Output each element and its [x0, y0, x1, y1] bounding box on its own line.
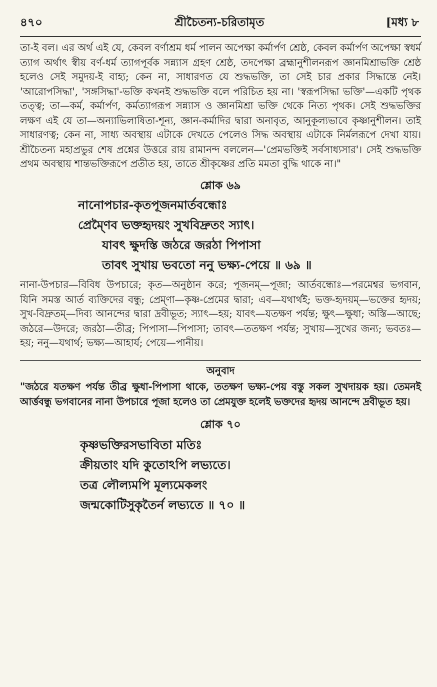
- verse-70-line-3: তত্র লৌল্যমপি মূল্যমেকলং: [80, 477, 208, 492]
- verse-70-heading: শ্লোক ৭০: [200, 418, 241, 431]
- verse-69-line-3: যাবৎ ক্ষুদস্তি জঠরে জরঠা পিপাসা: [102, 238, 261, 252]
- verse-69-heading: শ্লোক ৬৯: [200, 178, 241, 192]
- verse-69-line-2: প্রেম্ণৈব ভক্তহৃদয়ং সুখবিদ্রুতং স্যাৎ।: [78, 218, 255, 232]
- page-body: [20, 42, 421, 515]
- verse-70-line-1: কৃষ্ণভক্তিরসভাবিতা মতিঃ: [80, 437, 203, 452]
- translation-text: "জঠরে যতক্ষণ পর্যন্ত তীব্র ক্ষুধা-পিপাসা থাকে, ততক্ষণ ভক্ষ্য-পেয় বস্তু সকল সুখদায়ক হয়। তেমনই আর্ত্তবন্ধু ভগবানের নানা উপচারে পূজা হলেও তা প্রেমযুক্ত হলেই ভক্তদের হৃদয় আনন্দে দ্রবীভূত হয়।: [20, 382, 421, 408]
- page-number: ৪৭০: [20, 15, 43, 29]
- chapter-section: [মধ্য ৮: [385, 15, 419, 29]
- header-rule: [20, 36, 421, 37]
- page-header: [20, 14, 419, 36]
- verse-70-text: [80, 435, 421, 515]
- verse-70-line-4: জন্মকোটিসুকৃতৈর্ন লভ্যতে ॥ ৭০ ॥: [80, 497, 246, 512]
- translation-heading: অনুবাদ: [206, 365, 235, 377]
- verse-69-line-4: তাবৎ সুখায় ভবতো ননু ভক্ষ্য-পেয়ে ॥ ৬৯ ॥: [102, 258, 312, 272]
- commentary-paragraph: তা-ই বল। এর অর্থ এই যে, কেবল বর্ণাশ্রম ধর্ম পালন অপেক্ষা কর্মার্পণ শ্রেষ্ঠ, কেবল কর্মার্পণ অপেক্ষা স্বধর্ম ত্যাগ অর্থাৎ স্বীয় বর্ণ-ধর্ম ত্যাগপূর্বক সন্ন্যাস গ্রহণ শ্রেষ্ঠ, তদপেক্ষা ব্রহ্মানুশীলনরূপ জ্ঞানমিশ্রাভক্তি শ্রেষ্ঠ হলেও সেই সমুদয়-ই বাহ্য; কেন না, সাধারণত যে শুদ্ধভক্তি, তা সেই চার প্রকার সিদ্ধান্তে নেই। 'আরোপসিদ্ধা', 'সঙ্গসিদ্ধা'-ভক্তি কখনই শুদ্ধভক্তি বলে পরিচিত হয় না। 'স্বরূপসিদ্ধা ভক্তি'—একটি পৃথক তত্ত্ব; তা—কর্ম, কর্মার্পণ, কর্মত্যাগরূপ সন্ন্যাস ও জ্ঞানমিশ্রা ভক্তি থেকে নিত্য পৃথক। সেই শুদ্ধভক্তির লক্ষণ এই যে তা—অন্যাভিলাষিতা-শূন্য, জ্ঞান-কর্মাদির দ্বারা অনাবৃত, আনুকূল্যভাবে কৃষ্ণানুশীলন। তাই সাধারণত্ব; কেন না, সাধ্য অবস্থায় এটাকে দেখতে পেলেও সিদ্ধ অবস্থায় এটাকে নির্মলরূপে দেখা যায়। শ্রীচৈতন্য মহাপ্রভুর শেষ প্রশ্নের উত্তরে রায় রামানন্দ বললেন—'প্রেমভক্তিই সর্বসাধ্যসার'। সেই শুদ্ধভক্তি প্রথম অবস্থায় শান্তভক্তিরূপে প্রতীত হয়, তাতে শ্রীকৃষ্ণের প্রতি মমতা বুদ্ধি থাকে না।": [20, 43, 421, 170]
- verse-70-line-2: ক্রীয়তাং যদি কুতোঽপি লভ্যতে।: [80, 457, 231, 472]
- verse-69-word-gloss: নানা-উপচার—বিবিধ উপচারে; কৃত—অনুষ্ঠান করে; পূজনম্—পূজা; আর্তবন্ধোঃ—পরমেশ্বর ভগবান, যিনি সমস্ত আর্ত ব্যক্তিদের বন্ধু; প্রেম্ণা—কৃষ্ণ-প্রেমের দ্বারা; এব—যথার্থই; ভক্ত-হৃদয়ম্—ভক্তের হৃদয়; সুখ-বিদ্রুতম্—দিব্য আনন্দের দ্বারা দ্রবীভূত; স্যাৎ—হয়; যাবৎ—যতক্ষণ পর্যন্ত; ক্ষুৎ—ক্ষুধা; অস্তি—আছে; জঠরে—উদরে; জরঠা—তীব্র; পিপাসা—পিপাসা; তাবৎ—ততক্ষণ পর্যন্ত; সুখায়—সুখের জন্য; ভবতঃ—হয়; ননু—যথার্থ; ভক্ষ্য—আহার্য; পেয়ে—পানীয়।: [20, 280, 421, 349]
- verse-69-text: [78, 195, 421, 275]
- section-divider: [20, 360, 421, 361]
- verse-69-line-1: নানোপচার-কৃতপূজনমার্তবন্ধোঃ: [78, 198, 228, 212]
- book-title: শ্রীচৈতন্য-চরিতামৃত: [174, 15, 265, 29]
